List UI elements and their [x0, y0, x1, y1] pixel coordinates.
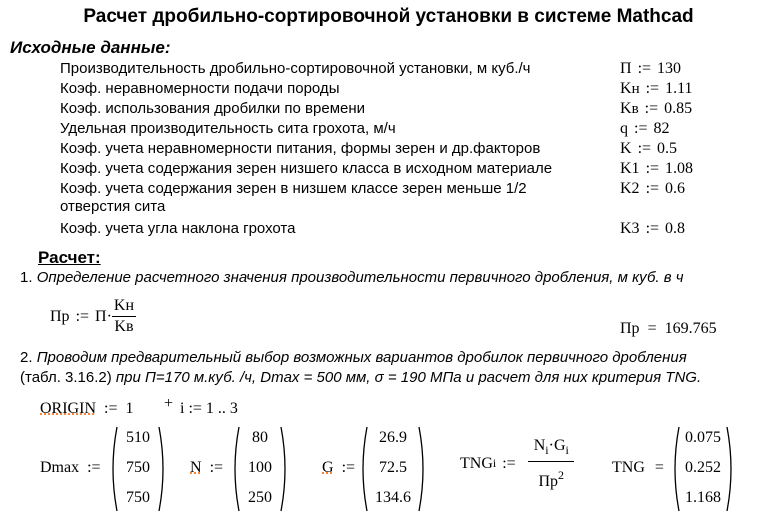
step-1-description	[20, 268, 684, 288]
g-name: G	[322, 459, 334, 476]
param-assignment[interactable]	[620, 120, 669, 138]
param-symbol: q	[620, 120, 628, 137]
given-data-heading: Исходные данные:	[10, 38, 171, 57]
param-symbol-sub: н	[631, 81, 640, 97]
param-label: Коэф. учета содержания зерен низшего класса в исходном материале	[60, 160, 553, 177]
step-1-number: 1.	[20, 269, 33, 286]
calculation-heading: Расчет:	[38, 248, 101, 267]
param-assignment[interactable]	[620, 60, 681, 78]
tng-result-matrix[interactable]	[670, 426, 736, 512]
tng-num-n: N	[533, 437, 546, 454]
step-2-text-2-plain: (табл. 3.16.2)	[20, 369, 116, 386]
param-assign-operator: :=	[645, 160, 660, 177]
tng-num-g-sub: i	[565, 443, 569, 458]
param-symbol: K2	[620, 180, 640, 197]
n-assign: :=	[209, 459, 224, 476]
tng-def-assign: :=	[502, 454, 516, 472]
pr-lhs: Пр	[50, 307, 70, 325]
dmax-name: Dmax	[40, 459, 80, 476]
param-symbol: K1	[620, 160, 640, 177]
param-label: Коэф. учета угла наклона грохота	[60, 220, 296, 237]
param-value: 1.11	[665, 80, 693, 97]
param-assign-operator: :=	[645, 180, 660, 197]
param-assign-operator: :=	[644, 100, 659, 117]
tng-definition[interactable]	[460, 437, 575, 491]
matrix-cell: 250	[248, 489, 272, 506]
param-assignment[interactable]	[620, 80, 692, 98]
range-variable[interactable]: i := 1 .. 3	[180, 400, 238, 417]
param-assign-operator: :=	[637, 140, 652, 157]
pr-result-lhs: Пр	[620, 320, 640, 337]
dmax-assign: :=	[87, 459, 101, 476]
matrix-cell: 0.075	[685, 429, 721, 446]
param-assign-operator: :=	[637, 60, 652, 77]
step-1-text: Определение расчетного значения производительности первичного дробления, м куб. в ч	[36, 269, 684, 286]
matrix-cell: 134.6	[375, 489, 411, 506]
dmax-matrix[interactable]	[108, 426, 168, 512]
pr-formula[interactable]	[50, 297, 136, 336]
pr-assign: :=	[75, 307, 90, 325]
param-symbol: П	[620, 60, 632, 77]
param-symbol: K3	[620, 220, 640, 237]
param-symbol-sub: в	[631, 101, 639, 117]
param-label: Удельная производительность сита грохота, м/ч	[60, 120, 396, 137]
g-matrix[interactable]	[358, 426, 428, 512]
param-label: Коэф. учета неравномерности питания, формы зерен и др.факторов	[60, 140, 541, 157]
step-2-line-2	[20, 368, 701, 388]
param-label: Коэф. неравномерности подачи породы	[60, 80, 340, 97]
param-assignment[interactable]	[620, 220, 685, 238]
document-title: Расчет дробильно-сортировочной установки в системе Mathcad	[83, 6, 694, 27]
g-label	[322, 459, 355, 477]
param-symbol: K	[620, 80, 632, 97]
matrix-cell: 1.168	[685, 489, 721, 506]
tng-def-lhs: TNG	[460, 454, 493, 472]
param-assignment[interactable]	[620, 180, 685, 198]
pr-factor: П·	[95, 307, 112, 325]
param-value: 0.85	[664, 100, 693, 117]
param-value: 0.5	[657, 140, 678, 157]
pr-result[interactable]	[620, 320, 717, 338]
tng-den: Пр	[538, 472, 559, 490]
param-label: Коэф. учета содержания зерен в низшем классе зерен меньше 1/2	[60, 180, 527, 197]
origin-assign: :=	[104, 400, 118, 417]
param-value: 0.6	[665, 180, 686, 197]
origin-value: 1	[125, 400, 134, 417]
param-value: 0.8	[665, 220, 686, 237]
param-assign-operator: :=	[645, 220, 660, 237]
n-matrix[interactable]	[230, 426, 290, 512]
origin-definition[interactable]	[40, 400, 133, 418]
tng-den-sup: 2	[558, 468, 565, 483]
param-value: 130	[657, 60, 682, 77]
n-label	[190, 459, 223, 477]
matrix-cell: 80	[252, 429, 268, 446]
pr-denominator: Kв	[114, 318, 134, 335]
step-2-number: 2.	[20, 349, 33, 366]
tng-result-label	[612, 459, 664, 477]
param-assign-operator: :=	[634, 120, 648, 137]
pr-result-eq: =	[647, 320, 657, 337]
param-label: Производительность дробильно-сортировочной установки, м куб./ч	[60, 60, 531, 77]
tng-num-n-sub: i	[545, 443, 549, 458]
pr-numerator: Kн	[113, 297, 135, 314]
step-2-line-1	[20, 348, 687, 368]
param-symbol: K	[620, 100, 632, 117]
param-label-continued: отверстия сита	[60, 198, 166, 215]
step-2-text-1: Проводим предварительный выбор возможных вариантов дробилок первичного дробления	[36, 349, 687, 366]
origin-keyword: ORIGIN	[40, 400, 96, 417]
param-label: Коэф. использования дробилки по времени	[60, 100, 366, 117]
param-value: 82	[653, 120, 670, 137]
tng-num-g: ·G	[548, 437, 566, 454]
pr-result-value: 169.765	[664, 320, 717, 337]
matrix-cell: 510	[126, 429, 150, 446]
dmax-label	[40, 459, 101, 477]
matrix-cell: 750	[126, 489, 150, 506]
matrix-cell: 72.5	[379, 459, 407, 476]
matrix-cell: 26.9	[379, 429, 407, 446]
param-assignment[interactable]	[620, 100, 692, 118]
g-assign: :=	[341, 459, 356, 476]
param-assign-operator: :=	[645, 80, 660, 97]
matrix-cell: 100	[248, 459, 272, 476]
param-value: 1.08	[665, 160, 694, 177]
crosshair-cursor: +	[164, 395, 174, 412]
param-symbol: K	[620, 140, 632, 157]
param-assignment[interactable]	[620, 160, 693, 178]
tng-result-eq: =	[654, 459, 664, 476]
tng-result-name: TNG	[612, 459, 645, 476]
step-2-text-2-italic: при П=170 м.куб. /ч, Dmax = 500 мм, σ = 190 МПа и расчет для них критерия TNG.	[115, 369, 702, 386]
tng-def-sub: i	[492, 456, 497, 471]
matrix-cell: 750	[126, 459, 150, 476]
param-assignment[interactable]	[620, 140, 677, 158]
matrix-cell: 0.252	[685, 459, 721, 476]
n-name: N	[190, 459, 202, 476]
